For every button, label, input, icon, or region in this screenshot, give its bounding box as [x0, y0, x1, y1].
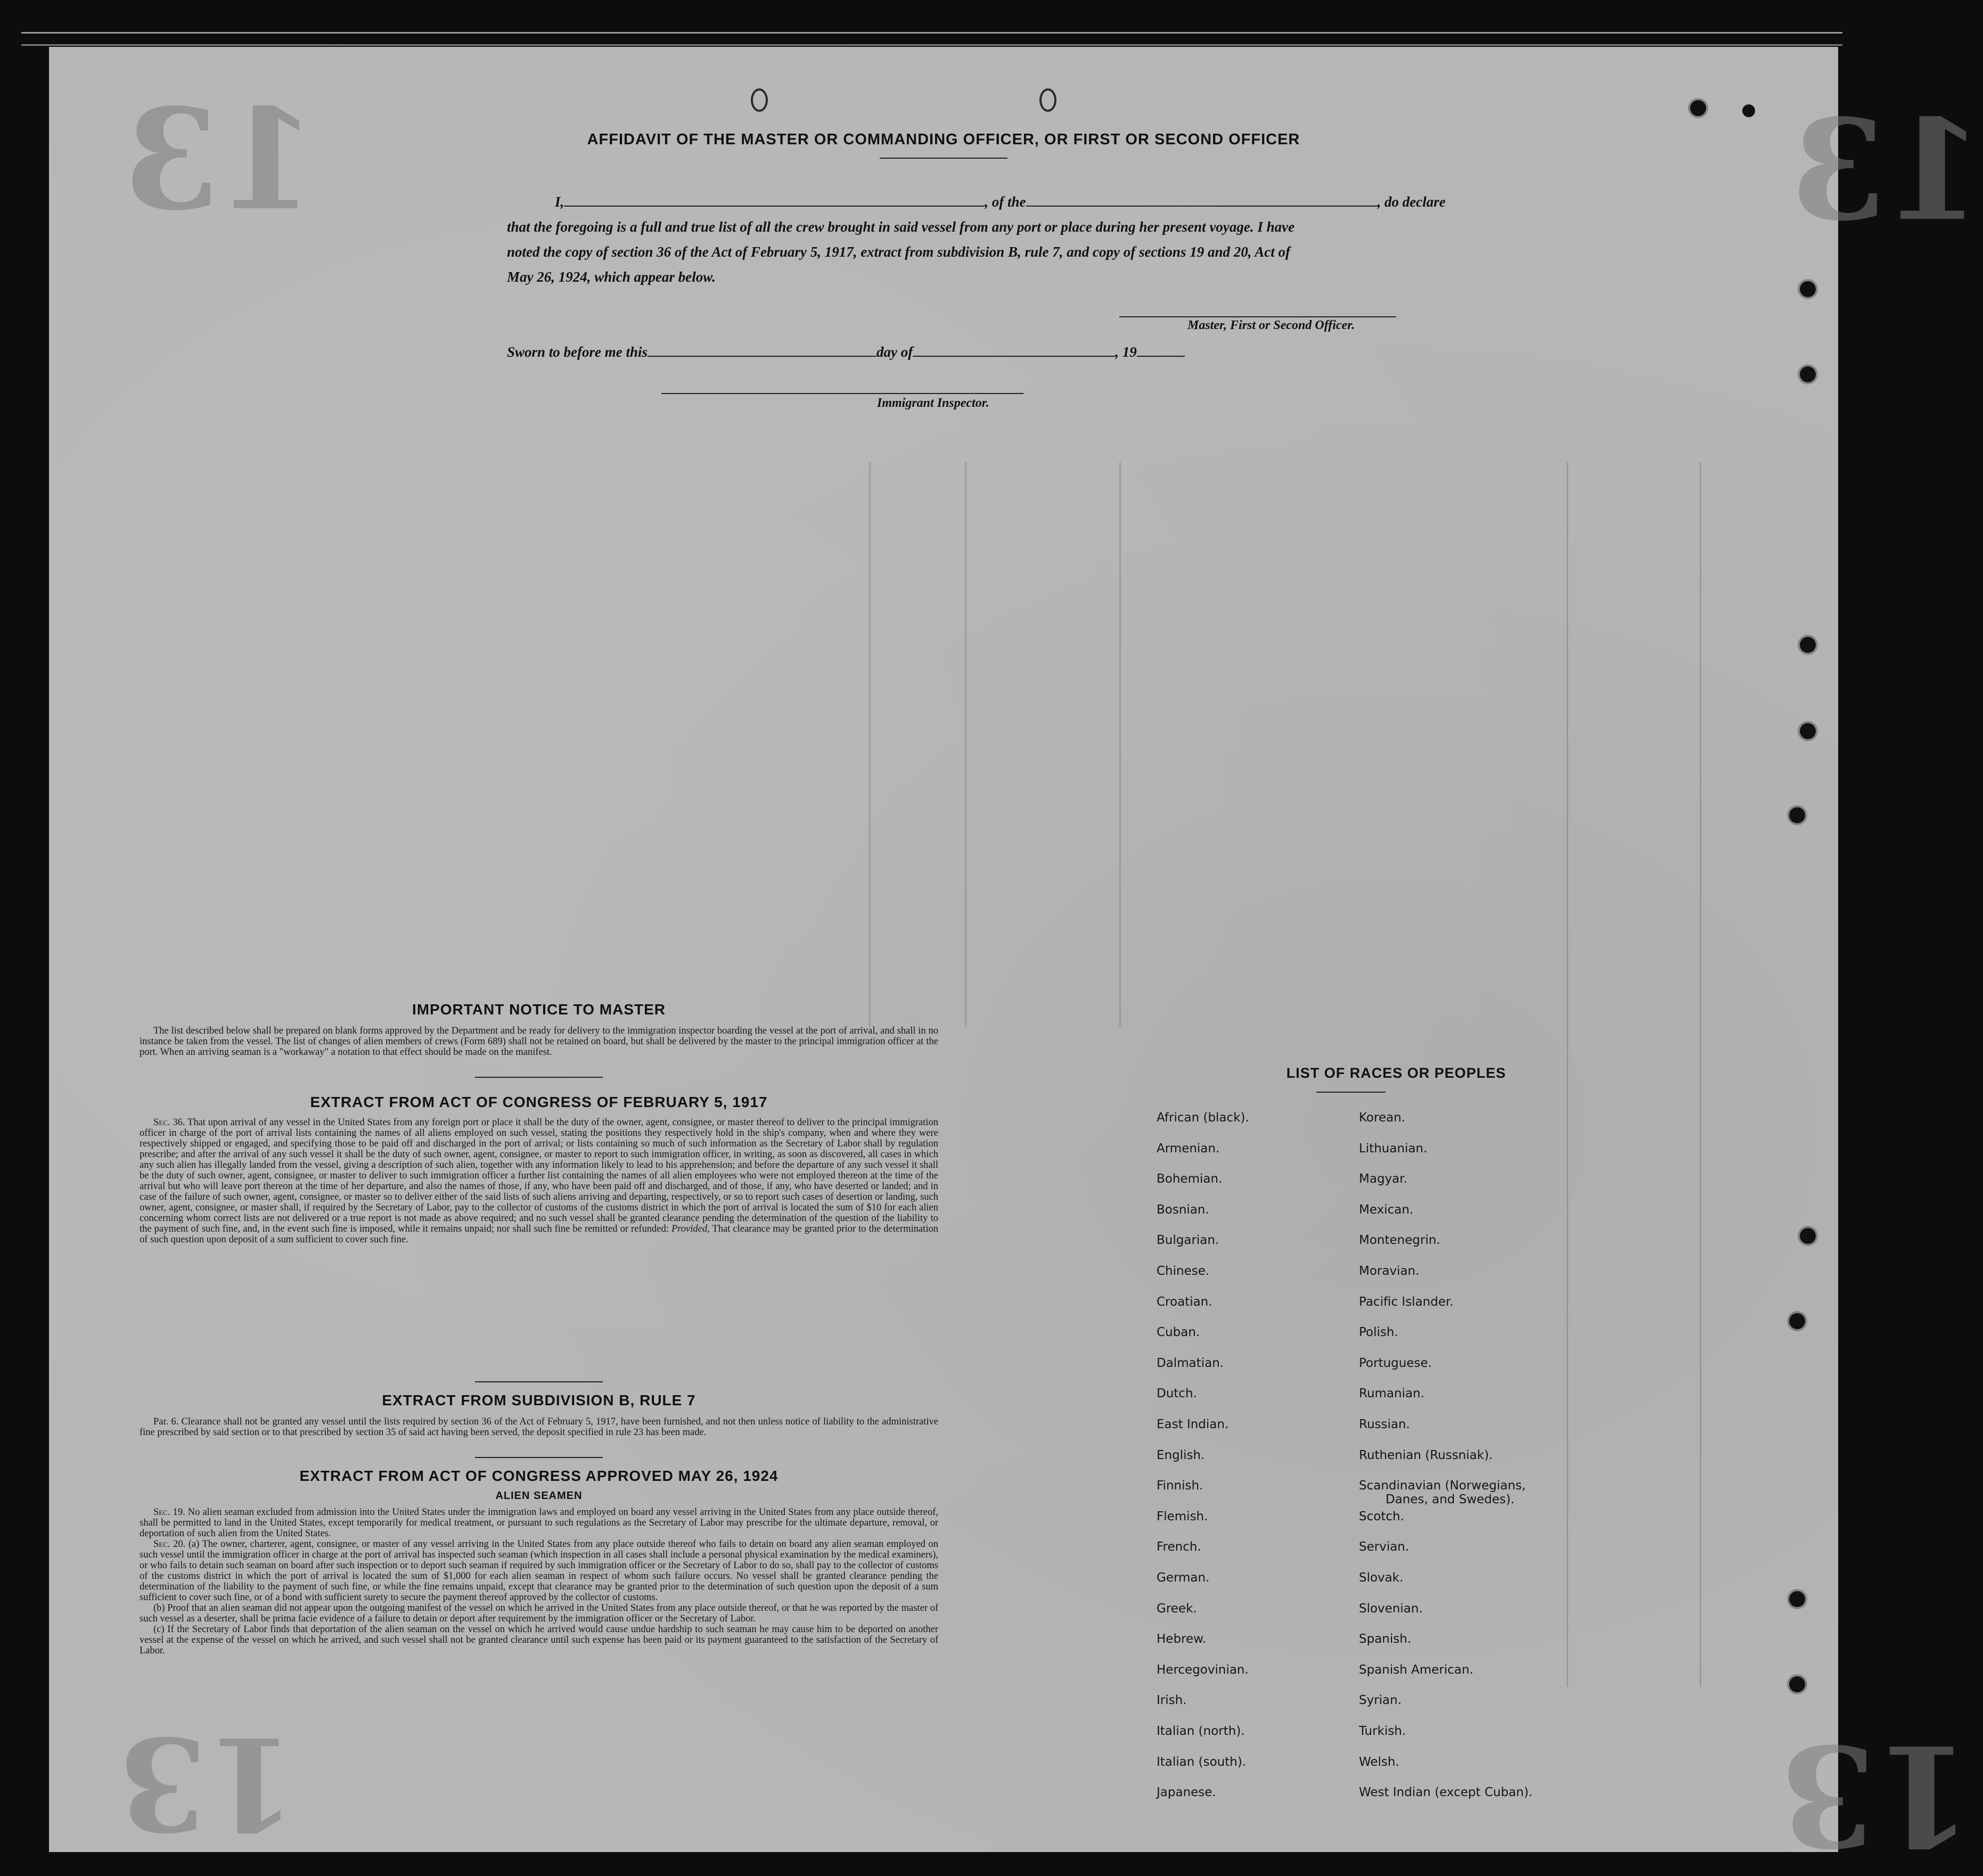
- notice-title: IMPORTANT NOTICE TO MASTER: [412, 1001, 666, 1018]
- alien-seamen-subtitle: ALIEN SEAMEN: [495, 1490, 583, 1502]
- binder-hole-icon: [1800, 366, 1816, 382]
- race-item: Turkish.: [1359, 1724, 1406, 1738]
- eyelet-icon: [751, 88, 768, 112]
- vessel-field[interactable]: [1026, 206, 1378, 207]
- page-number-stamp: 13: [1780, 1714, 1972, 1876]
- par-6-label: Par. 6.: [153, 1416, 179, 1427]
- race-item: Flemish.: [1157, 1509, 1208, 1523]
- master-signature-field[interactable]: [1119, 316, 1396, 317]
- binder-hole-icon: [1789, 1591, 1805, 1607]
- extract-1924-title: EXTRACT FROM ACT OF CONGRESS APPROVED MAY 26, 1924: [299, 1468, 779, 1484]
- race-item: Armenian.: [1157, 1141, 1220, 1156]
- race-item: Lithuanian.: [1359, 1141, 1428, 1156]
- sec-20-label: Sec. 20.: [153, 1539, 186, 1550]
- race-item: Ruthenian (Russniak).: [1359, 1448, 1493, 1462]
- bleed-rule: [1567, 462, 1568, 1687]
- race-item: Dutch.: [1157, 1387, 1197, 1401]
- extract-rule7-body: [140, 1416, 938, 1438]
- race-item: Croatian.: [1157, 1295, 1212, 1309]
- eyelet-icon: [1039, 88, 1056, 112]
- sworn-line: [507, 340, 1508, 365]
- extract-rule7-title: EXTRACT FROM SUBDIVISION B, RULE 7: [382, 1392, 696, 1408]
- sec-36-text: That upon arrival of any vessel in the United States from any foreign port or place it shall be the duty of the owner, agent, consignee, or master thereof to deliver to the principal immigration officer in charge of the port of arrival lists containing the names of all aliens employed on such vessel, stating the positions they respectively hold in the ship's company, when and where they were respectively shipped or engaged, and specifying those to be paid off and discharged in the port of arrival; or lists containing so much of such information as the Secretary of Labor shall by regulation prescribe; and after the arrival of any such vessel it shall be the duty of such owner, agent, consignee, or master to report to such immigration officer, in writing, as soon as discovered, all cases in which any such alien has illegally landed from the vessel, giving a description of such alien, together with any information likely to lead to his apprehension; and before the departure of any such vessel it shall be the duty of such owner, agent, consignee, or master to deliver to such immigration officer a further list containing the names of all alien employees who were not employed thereon at the time of the arrival but who will leave port thereon at the time of her departure, and also the names of those, if any, who have been paid off and discharged, and of those, if any, who have deserted or landed; and in case of the failure of such owner, agent, consignee, or master so to deliver either of the said lists of such aliens arriving and departing, respectively, or so to report such cases of desertion or landing, such owner, agent, consignee, or master shall, if required by the Secretary of Labor, pay to the collector of customs of the customs district in which the port of arrival is located the sum of $10 for each alien concerning whom correct lists are not delivered or a true report is not made as above required; and no such vessel shall be granted clearance pending the determination of the question of the liability to the payment of such fine, and, in the event such fine is imposed, while it remains unpaid; nor shall such fine be remitted or refunded:: [140, 1117, 939, 1234]
- race-item: Finnish.: [1157, 1479, 1203, 1493]
- of-the-label: , of the: [985, 194, 1026, 210]
- par-6-text: Clearance shall not be granted any vessel until the lists required by section 36 of the Act of February 5, 1917, have been furnished, and not then unless notice of liability to the administrative fine prescribed by said section or to that prescribed by section 35 of said act having been served, the deposit specified in rule 23 has been made.: [140, 1416, 939, 1438]
- race-item: African (black).: [1157, 1111, 1249, 1125]
- sec-20a-text: (a) The owner, charterer, agent, consignee, or master of any vessel arriving in the United States from any place outside thereof who fails to detain on board any alien seaman employed on such vessel until the immigration officer in charge at the port of arrival has inspected such seaman (which inspection in all cases shall include a personal physical examination by the medical examiners), or who fails to detain such seaman on board after such inspection or to deport such seaman if required by such immigration officer or the Secretary of Labor to do so, shall pay to the collector of customs of the customs district in which the port of arrival is located the sum of $1,000 for each alien seaman in respect of whom such failure occurs. No vessel shall be granted clearance pending the determination of the liability to the payment of such fine, or while the fine remains unpaid, except that clearance may be granted prior to the determination of such question upon the deposit of a sum sufficient to cover such fine, or of a bond with sufficient surety to secure the payment thereof approved by the collector of customs.: [140, 1539, 938, 1603]
- sec-19-label: Sec. 19.: [153, 1507, 185, 1518]
- race-item: Danes, and Swedes).: [1386, 1493, 1515, 1507]
- notice-body: [140, 1026, 938, 1058]
- page-number-stamp: 13: [118, 1708, 296, 1858]
- page-number-stamp: 13: [1790, 89, 1983, 252]
- section-rule: [475, 1381, 603, 1382]
- sec-20b-paragraph: (b) Proof that an alien seaman did not appear upon the outgoing manifest of the vessel on which he arrived in the United States from any place outside thereof, or that he was reported by the master of such vessel as a deserter, shall be prima facie evidence of a failure to detain or deport after requirement by the immigration officer or the Secretary of Labor.: [140, 1603, 938, 1624]
- race-item: Moravian.: [1359, 1264, 1420, 1278]
- notice-paragraph: The list described below shall be prepared on blank forms approved by the Department and be ready for delivery to the immigration inspector boarding the vessel at the port of arrival, and shall in no instance be taken from the vessel. The list of changes of alien members of crews (Form 689) shall not be retained on board, but shall be delivered by the master to the principal immigration officer at the port. When an arriving seaman is a "workaway" a notation to that effect should be made on the manifest.: [140, 1026, 938, 1058]
- binder-hole-icon: [1789, 807, 1805, 823]
- race-item: German.: [1157, 1571, 1210, 1585]
- race-item: Korean.: [1359, 1111, 1406, 1125]
- extract-1924-body: [140, 1507, 938, 1656]
- day-of-label: day of: [876, 344, 913, 360]
- section-rule: [475, 1077, 603, 1078]
- binder-hole-icon: [1742, 104, 1755, 117]
- race-item: Scandinavian (Norwegians,: [1359, 1479, 1526, 1493]
- binder-hole-icon: [1789, 1313, 1805, 1329]
- sec-36-text-end: That clearance may be granted prior to the determination of such question upon deposit of a sum sufficient to cover such fine.: [140, 1224, 938, 1245]
- race-item: Japanese.: [1157, 1785, 1216, 1800]
- sec-36-paragraph: [140, 1117, 938, 1245]
- race-item: Portuguese.: [1359, 1356, 1432, 1370]
- section-rule: [475, 1457, 603, 1458]
- race-item: Polish.: [1359, 1325, 1398, 1340]
- document-sheet: [49, 47, 1983, 1876]
- do-declare-label: , do declare: [1377, 194, 1446, 210]
- bleed-rule: [869, 462, 871, 1027]
- race-item: Cuban.: [1157, 1325, 1200, 1340]
- page-number-stamp: 13: [124, 79, 316, 241]
- inspector-label: Immigrant Inspector.: [877, 396, 989, 410]
- binder-hole-icon: [1789, 1676, 1805, 1692]
- sec-19-text: No alien seaman excluded from admission into the United States under the immigration laws and employed on board any vessel arriving in the United States from any place outside thereof, shall be permitted to land in the United States, except temporarily for medical treatment, or pursuant to such regulations as the Secretary of Labor may prescribe for the ultimate departure, removal, or deportation of such alien from the United States.: [140, 1507, 939, 1539]
- i-label: I,: [555, 194, 564, 210]
- races-title: LIST OF RACES OR PEOPLES: [1286, 1065, 1506, 1081]
- race-item: Slovenian.: [1359, 1601, 1423, 1616]
- sec-20c-paragraph: (c) If the Secretary of Labor finds that deportation of the alien seaman on the vessel on which he arrived would cause undue hardship to such seaman he may cause him to be deported on another vessel at the expense of the vessel on which he arrived, and such vessel shall not be granted clearance until such expense has been paid or its payment guaranteed to the satisfaction of the Secretary of Labor.: [140, 1624, 938, 1656]
- year-label: , 19: [1115, 344, 1137, 360]
- affidavit-body: [507, 190, 1508, 290]
- binder-hole-icon: [1800, 1228, 1816, 1244]
- inspector-signature-field[interactable]: [661, 393, 1023, 394]
- par-6-paragraph: [140, 1416, 938, 1438]
- race-item: Russian.: [1359, 1418, 1410, 1431]
- race-item: English.: [1157, 1448, 1205, 1462]
- binder-hole-icon: [1800, 637, 1816, 653]
- race-item: Bohemian.: [1157, 1172, 1223, 1186]
- race-item: Dalmatian.: [1157, 1356, 1224, 1370]
- race-item: Pacific Islander.: [1359, 1295, 1454, 1309]
- race-item: West Indian (except Cuban).: [1359, 1785, 1533, 1800]
- race-item: Slovak.: [1359, 1571, 1404, 1585]
- race-item: Chinese.: [1157, 1264, 1210, 1278]
- affidavit-title: AFFIDAVIT OF THE MASTER OR COMMANDING OFFICER, OR FIRST OR SECOND OFFICER: [587, 131, 1300, 148]
- sworn-day-field[interactable]: [648, 356, 876, 357]
- race-item: East Indian.: [1157, 1418, 1229, 1431]
- bleed-rule: [965, 462, 966, 1027]
- extract-1917-body: [140, 1117, 938, 1245]
- race-item: Magyar.: [1359, 1172, 1407, 1186]
- race-item: Italian (south).: [1157, 1755, 1247, 1769]
- sworn-year-field[interactable]: [1137, 356, 1185, 357]
- race-item: Hebrew.: [1157, 1632, 1207, 1646]
- race-item: Spanish American.: [1359, 1662, 1473, 1677]
- sec-20a-paragraph: [140, 1539, 938, 1603]
- sworn-label: Sworn to before me this: [507, 344, 648, 360]
- provided-label: Provided,: [671, 1224, 710, 1234]
- race-item: French.: [1157, 1540, 1201, 1554]
- binder-hole-icon: [1690, 100, 1706, 116]
- race-item: Irish.: [1157, 1693, 1187, 1708]
- title-underline: [880, 158, 1007, 159]
- affidavit-line-3: noted the copy of section 36 of the Act of February 5, 1917, extract from subdivision B, rule 7, and copy of sections 19 and 20, Act of: [507, 244, 1290, 260]
- race-item: Scotch.: [1359, 1509, 1404, 1523]
- binder-hole-icon: [1800, 281, 1816, 297]
- race-item: Montenegrin.: [1359, 1233, 1440, 1248]
- master-signature-label: Master, First or Second Officer.: [1187, 318, 1355, 332]
- page-edge: [21, 32, 1842, 46]
- race-item: Greek.: [1157, 1601, 1197, 1616]
- affidavit-line-1: [507, 190, 1508, 215]
- race-item: Welsh.: [1359, 1755, 1399, 1769]
- race-item: Bosnian.: [1157, 1202, 1209, 1217]
- sworn-month-field[interactable]: [913, 356, 1115, 357]
- races-title-underline: [1316, 1092, 1386, 1093]
- binder-hole-icon: [1800, 723, 1816, 739]
- race-item: Syrian.: [1359, 1693, 1402, 1708]
- bleed-rule: [1700, 462, 1701, 1687]
- race-item: Servian.: [1359, 1540, 1410, 1554]
- sec-36-label: Sec. 36.: [153, 1117, 185, 1128]
- race-item: Italian (north).: [1157, 1724, 1245, 1738]
- race-item: Spanish.: [1359, 1632, 1412, 1646]
- race-item: Bulgarian.: [1157, 1233, 1219, 1248]
- sec-19-paragraph: [140, 1507, 938, 1539]
- name-field[interactable]: [564, 206, 985, 207]
- race-item: Hercegovinian.: [1157, 1662, 1249, 1677]
- affidavit-line-2: that the foregoing is a full and true list of all the crew brought in said vessel from any port or place during her present voyage. I have: [507, 219, 1295, 235]
- bleed-rule: [1119, 462, 1121, 1027]
- race-item: Rumanian.: [1359, 1387, 1424, 1401]
- extract-1917-title: EXTRACT FROM ACT OF CONGRESS OF FEBRUARY 5, 1917: [310, 1094, 768, 1110]
- race-item: Mexican.: [1359, 1202, 1414, 1217]
- affidavit-line-4: May 26, 1924, which appear below.: [507, 269, 716, 285]
